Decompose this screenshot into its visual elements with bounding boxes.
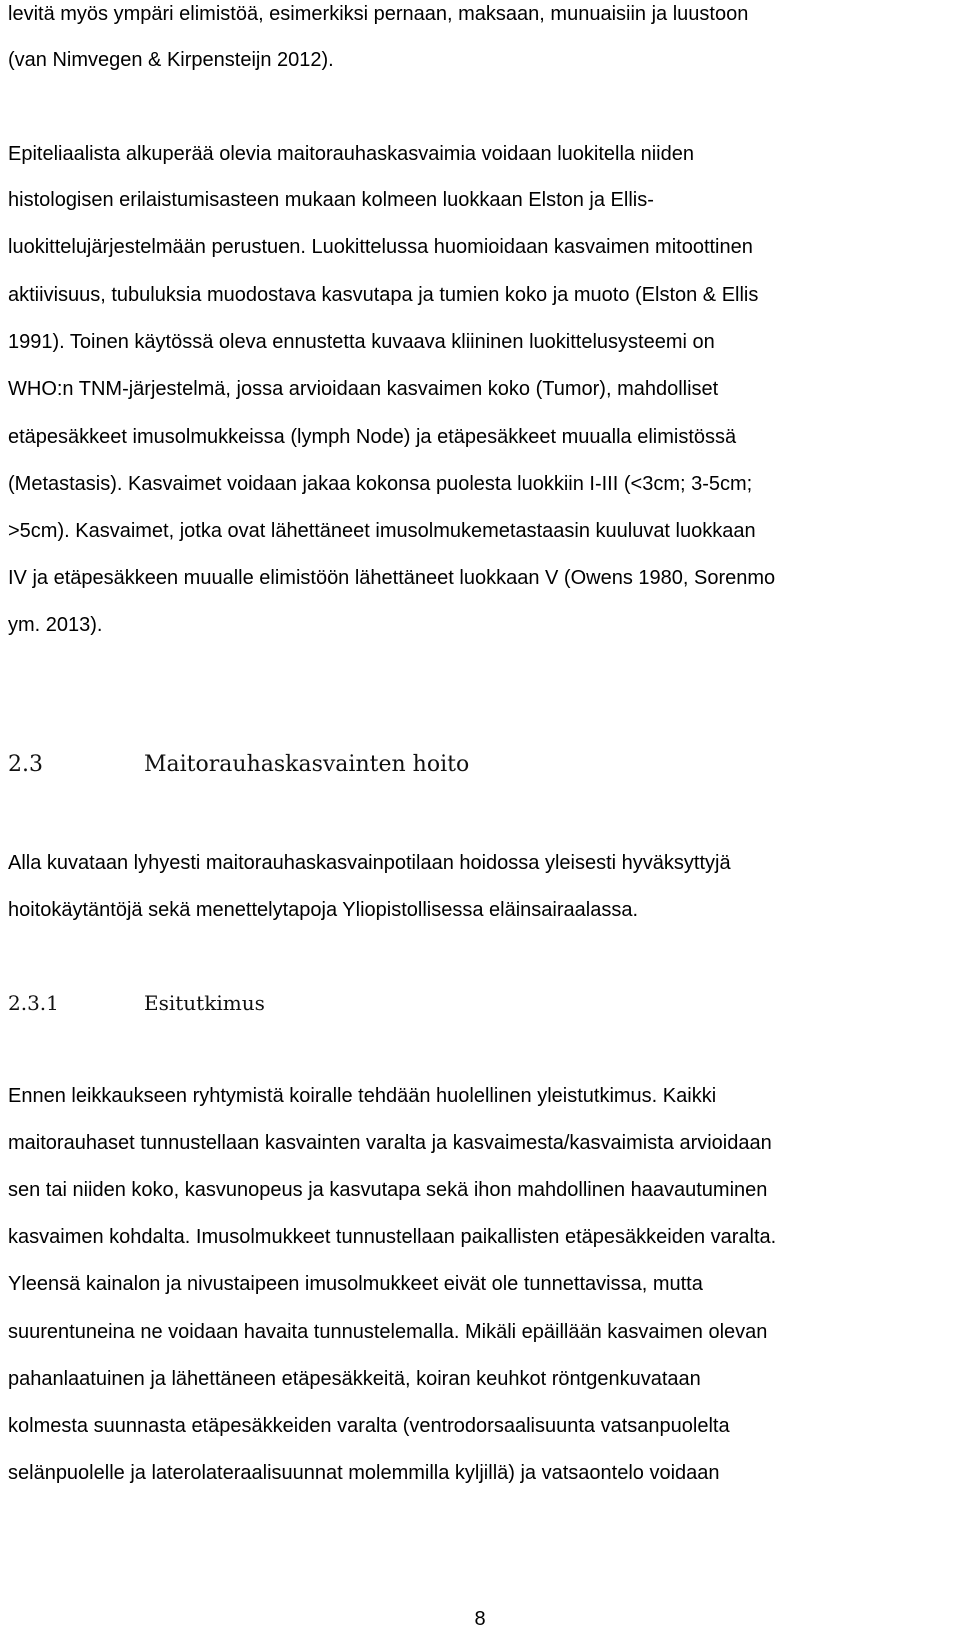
paragraph-line: suurentuneina ne voidaan havaita tunnustelemalla. Mikäli epäillään kasvaimen olevan (8, 1321, 768, 1343)
paragraph-line: Alla kuvataan lyhyesti maitorauhaskasvainpotilaan hoidossa yleisesti hyväksyttyjä (8, 852, 731, 874)
paragraph-line: IV ja etäpesäkkeen muualle elimistöön lähettäneet luokkaan V (Owens 1980, Sorenmo (8, 567, 776, 589)
section-number: 2.3 (8, 752, 43, 777)
subsection-title: Esitutkimus (144, 991, 265, 1015)
paragraph-line: levitä myös ympäri elimistöä, esimerkiksi pernaan, maksaan, munuaisiin ja luustoon (8, 3, 749, 25)
paragraph-line: selänpuolelle ja laterolateraalisuunnat molemmilla kyljillä) ja vatsaontelo voidaan (8, 1462, 720, 1484)
paragraph-line: (van Nimvegen & Kirpensteijn 2012). (8, 49, 334, 71)
paragraph-line: 1991). Toinen käytössä oleva ennustetta kuvaava kliininen luokittelusysteemi on (8, 331, 715, 353)
paragraph-line: luokittelujärjestelmään perustuen. Luokittelussa huomioidaan kasvaimen mitoottinen (8, 236, 753, 258)
paragraph-line: hoitokäytäntöjä sekä menettelytapoja Yliopistollisessa eläinsairaalassa. (8, 899, 638, 921)
paragraph-line: maitorauhaset tunnustellaan kasvainten varalta ja kasvaimesta/kasvaimista arvioidaan (8, 1132, 772, 1154)
section-title: Maitorauhaskasvainten hoito (144, 752, 470, 777)
paragraph-line: histologisen erilaistumisasteen mukaan kolmeen luokkaan Elston ja Ellis- (8, 189, 654, 211)
paragraph-line: (Metastasis). Kasvaimet voidaan jakaa kokonsa puolesta luokkiin I-III (<3cm; 3-5cm; (8, 473, 753, 495)
paragraph-line: WHO:n TNM-järjestelmä, jossa arvioidaan kasvaimen koko (Tumor), mahdolliset (8, 378, 719, 400)
paragraph-line: Ennen leikkaukseen ryhtymistä koiralle tehdään huolellinen yleistutkimus. Kaikki (8, 1085, 717, 1107)
subsection-number: 2.3.1 (8, 991, 59, 1015)
paragraph-line: etäpesäkkeet imusolmukkeissa (lymph Node) ja etäpesäkkeet muualla elimistössä (8, 426, 737, 448)
paragraph-line: sen tai niiden koko, kasvunopeus ja kasvutapa sekä ihon mahdollinen haavautuminen (8, 1179, 768, 1201)
paragraph-line: kolmesta suunnasta etäpesäkkeiden varalta (ventrodorsaalisuunta vatsanpuolelta (8, 1415, 730, 1437)
paragraph-line: Epiteliaalista alkuperää olevia maitorauhaskasvaimia voidaan luokitella niiden (8, 143, 694, 165)
paragraph-line: ym. 2013). (8, 614, 103, 636)
paragraph-line: aktiivisuus, tubuluksia muodostava kasvutapa ja tumien koko ja muoto (Elston & Ellis (8, 284, 759, 306)
paragraph-line: pahanlaatuinen ja lähettäneen etäpesäkkeitä, koiran keuhkot röntgenkuvataan (8, 1368, 701, 1390)
section-heading (8, 752, 469, 777)
paragraph-line: kasvaimen kohdalta. Imusolmukkeet tunnustellaan paikallisten etäpesäkkeiden varalta. (8, 1226, 777, 1248)
paragraph-line: >5cm). Kasvaimet, jotka ovat lähettäneet imusolmukemetastaasin kuuluvat luokkaan (8, 520, 756, 542)
paragraph-line: Yleensä kainalon ja nivustaipeen imusolmukkeet eivät ole tunnettavissa, mutta (8, 1273, 703, 1295)
subsection-heading (8, 991, 265, 1015)
page-number: 8 (474, 1608, 486, 1630)
